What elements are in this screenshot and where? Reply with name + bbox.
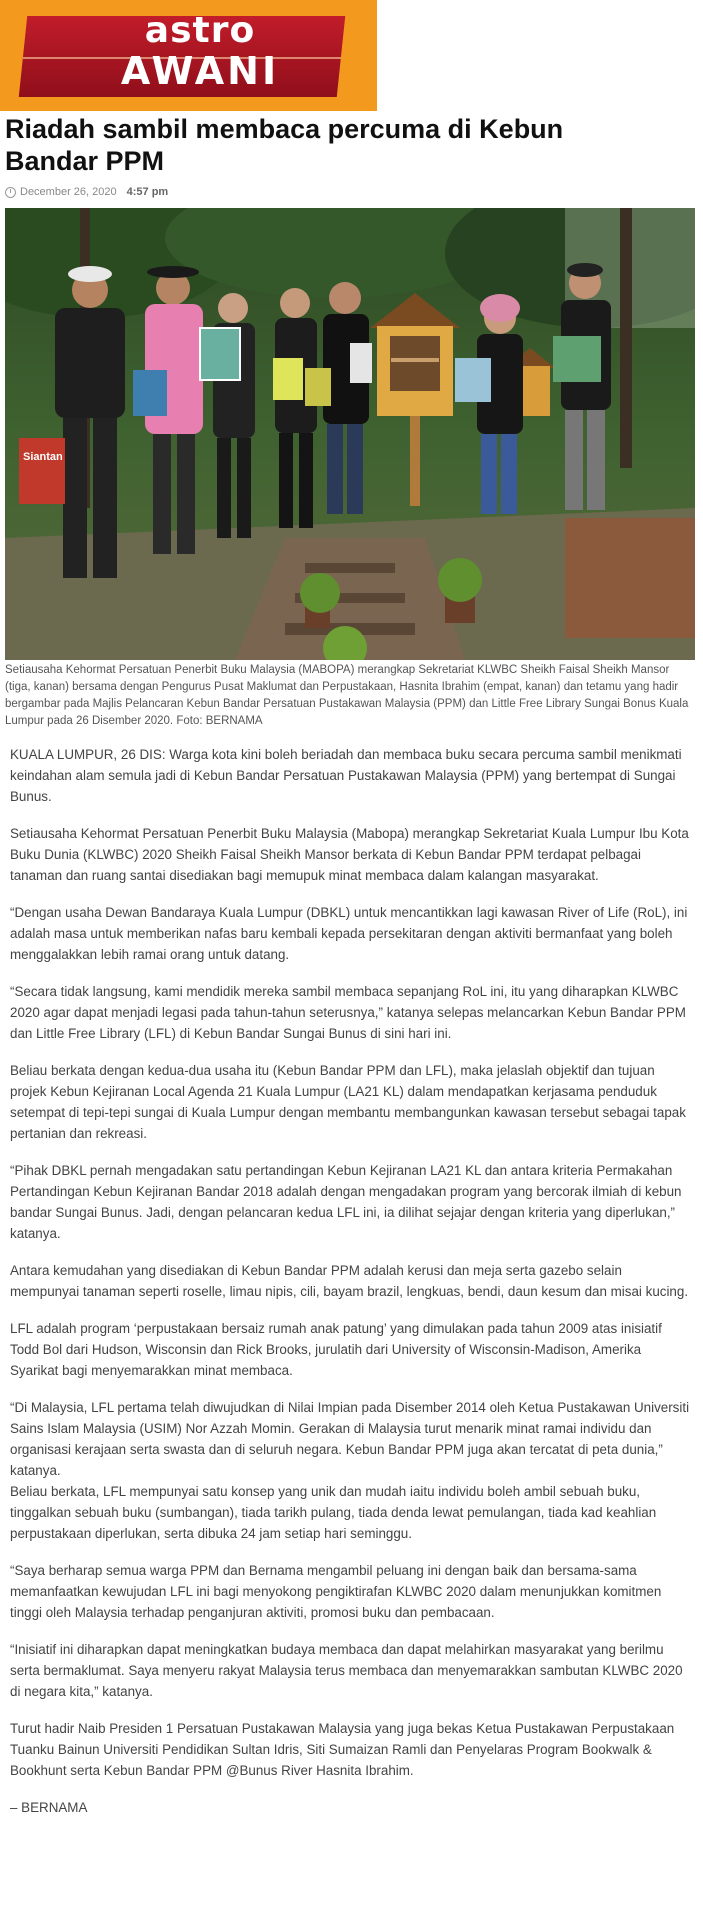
logo-text-awani: AWANI xyxy=(120,49,280,93)
article-paragraph: “Saya berharap semua warga PPM dan Bernama mengambil peluang ini dengan baik dan bersama-sama memanfaatkan kewujudan LFL ini bagi menyokong pengiktirafan KLWBC 2020 dalam menunjukkan komitmen tinggi oleh Malaysia terhadap penganjuran aktiviti, promosi buku dan pembacaan. xyxy=(10,1563,662,1620)
article-meta xyxy=(5,186,168,198)
article-byline: – BERNAMA xyxy=(10,1800,88,1815)
article-paragraph: Turut hadir Naib Presiden 1 Persatuan Pustakawan Malaysia yang juga bekas Ketua Pustakawan Perpustakaan Tuanku Bainun Universiti Pendidikan Sultan Idris, Siti Sumaizan Ramli dan Penyelaras Program Bookwalk & Bookhunt serta Kebun Bandar PPM @Bunus River Hasnita Ibrahim. xyxy=(10,1721,675,1778)
article-paragraph: “Pihak DBKL pernah mengadakan satu pertandingan Kebun Kejiranan LA21 KL dan antara kriteria Permakahan Pertandingan Kebun Kejiranan Bandar 2018 adalah dengan mengadakan program yang bercorak ilmiah di kebun bandar Sungai Bunus. Jadi, dengan pelancaran kedua LFL ini, ia dilihat sejajar dengan kriteria yang diperlukan,” katanya. xyxy=(10,1163,682,1241)
clock-icon xyxy=(5,187,16,198)
photo-book-label: Siantan xyxy=(23,451,63,463)
article-title: Riadah sambil membaca percuma di Kebun Bandar PPM xyxy=(5,114,564,176)
article-paragraph: LFL adalah program ‘perpustakaan bersaiz rumah anak patung’ yang dimulakan pada tahun 2009 atas inisiatif Todd Bol dari Hudson, Wisconsin dan Rick Brooks, jurulatih dari University of Wisconsin-Madison, Amerika Syarikat bagi menyemarakkan minat membaca. xyxy=(10,1321,662,1378)
article-body xyxy=(10,744,690,1834)
article-paragraph: Setiausaha Kehormat Persatuan Penerbit Buku Malaysia (Mabopa) merangkap Sekretariat Kuala Lumpur Ibu Kota Buku Dunia (KLWBC) 2020 Sheikh Faisal Sheikh Mansor berkata di Kebun Bandar PPM terdapat pelbagai tanaman dan ruang santai disediakan bagi memupuk minat membaca dalam kalangan masyarakat. xyxy=(10,826,689,883)
logo-text-astro: astro xyxy=(144,10,256,51)
article-paragraph: Antara kemudahan yang disediakan di Kebun Bandar PPM adalah kerusi dan meja serta gazebo selain mempunyai tanaman seperti roselle, limau nipis, cili, bayam brazil, lengkuas, bendi, daun kesum dan misai kucing. xyxy=(10,1263,689,1299)
article-time: 4:57 pm xyxy=(126,186,169,198)
article-paragraph: “Inisiatif ini diharapkan dapat meningkatkan budaya membaca dan dapat melahirkan masyarakat yang berilmu serta bermaklumat. Saya menyeru rakyat Malaysia terus membaca dan menyemarakkan sambutan KLWBC 2020 di negara kita,” katanya. xyxy=(10,1642,683,1699)
article-paragraph: “Dengan usaha Dewan Bandaraya Kuala Lumpur (DBKL) untuk mencantikkan lagi kawasan River of Life (RoL), ini adalah masa untuk memberikan nafas baru kembali kepada persekitaran dengan aktiviti bermanfaat yang boleh menggalakkan lebih ramai orang untuk datang. xyxy=(10,905,688,962)
photo-caption: Setiausaha Kehormat Persatuan Penerbit Buku Malaysia (MABOPA) merangkap Sekretariat KLWBC Sheikh Faisal Sheikh Mansor (tiga, kanan) bersama dengan Pengurus Pusat Maklumat dan Perpustakaan, Hasnita Ibrahim (empat, kanan) dan tetamu yang hadir bergambar pada Majlis Pelancaran Kebun Bandar Persatuan Pustakawan Malaysia (PPM) dan Little Free Library Sungai Bonus Kuala Lumpur pada 26 Disember 2020. Foto: BERNAMA xyxy=(5,664,689,727)
site-logo[interactable] xyxy=(0,0,377,111)
article-date: December 26, 2020 xyxy=(20,186,117,198)
article-paragraph: KUALA LUMPUR, 26 DIS: Warga kota kini boleh beriadah dan membaca buku secara percuma sambil menikmati keindahan alam semula jadi di Kebun Bandar Persatuan Pustakawan Malaysia (PPM) yang bertempat di Sungai Bunus. xyxy=(10,747,682,804)
article-photo xyxy=(5,208,695,660)
article-paragraph: Beliau berkata, LFL mempunyai satu konsep yang unik dan mudah iaitu individu boleh ambil sebuah buku, tinggalkan sebuah buku (sumbangan), tiada tarikh pulang, tiada denda lewat pemulangan, tiada kad keahlian perpustakaan diperlukan, serta dibuka 24 jam setiap hari seminggu. xyxy=(10,1484,657,1541)
article-paragraph: Beliau berkata dengan kedua-dua usaha itu (Kebun Bandar PPM dan LFL), maka jelaslah objektif dan tujuan projek Kebun Kejiranan Local Agenda 21 Kuala Lumpur (LA21 KL) dalam mendapatkan kerjasama penduduk setempat di tepi-tepi sungai di Kuala Lumpur dengan membantu membangunkan kawasan tersebut sebagai tapak pertanian dan rekreasi. xyxy=(10,1063,686,1141)
article-paragraph: “Di Malaysia, LFL pertama telah diwujudkan di Nilai Impian pada Disember 2014 oleh Ketua Pustakawan Universiti Sains Islam Malaysia (USIM) Nor Azzah Momin. Gerakan di Malaysia turut menarik minat ramai individu dan organisasi kerajaan serta swasta dan di seluruh negara. Kebun Bandar PPM juga akan tercatat di peta dunia,” katanya. xyxy=(10,1400,690,1478)
article-paragraph: “Secara tidak langsung, kami mendidik mereka sambil membaca sepanjang RoL ini, itu yang diharapkan KLWBC 2020 agar dapat menjadi legasi pada tahun-tahun seterusnya,” katanya selepas melancarkan Kebun Bandar PPM dan Little Free Library (LFL) di Kebun Bandar Sungai Bunus di sini hari ini. xyxy=(10,984,686,1041)
